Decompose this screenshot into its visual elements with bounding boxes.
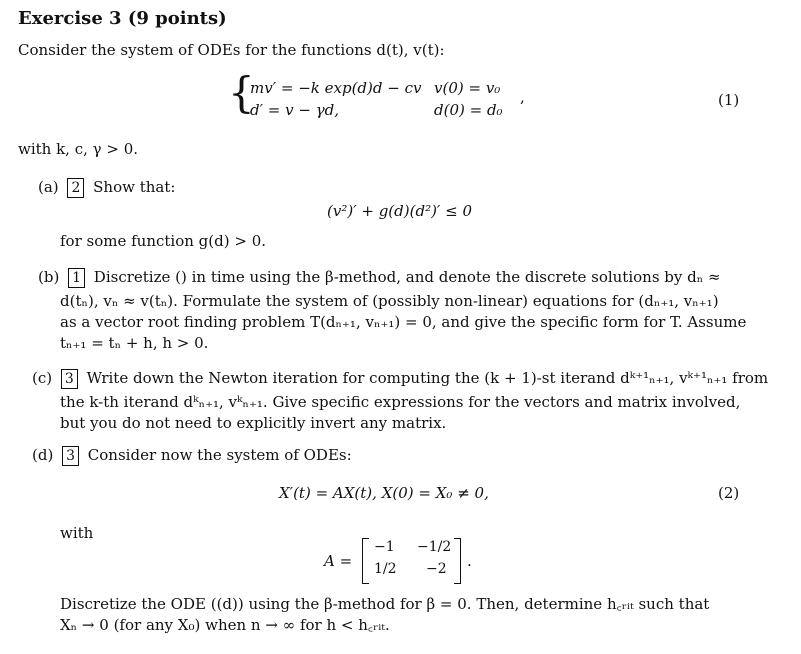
part-a-text: Show that: bbox=[93, 178, 176, 196]
matrix-cell: −1 bbox=[374, 539, 395, 555]
part-c-points-box: 3 bbox=[61, 369, 78, 389]
part-a-row bbox=[38, 178, 175, 198]
part-a-inequality: (v²)′ + g(d)(d²)′ ≤ 0 bbox=[327, 202, 472, 220]
system-line1-right: v(0) = v₀ bbox=[434, 79, 501, 97]
part-d-row bbox=[32, 446, 352, 466]
matrix-left-bracket bbox=[362, 538, 369, 584]
part-b-line1: Discretize () in time using the β-method, and denote the discrete solutions by dₙ ≈ bbox=[93, 268, 721, 286]
system-line2-right: d(0) = d₀ bbox=[434, 101, 503, 119]
part-d-line1: Discretize the ODE ((d)) using the β-method for β = 0. Then, determine h꜀ᵣᵢₜ such that bbox=[60, 595, 710, 613]
system-line1-left: mv′ = −k exp(d)d − cv bbox=[250, 79, 422, 97]
part-c-line3: but you do not need to explicitly invert any matrix. bbox=[60, 414, 447, 432]
matrix-cell: −1/2 bbox=[417, 539, 452, 555]
part-a-label: (a) bbox=[38, 178, 59, 196]
part-d-points-box: 3 bbox=[62, 446, 79, 466]
equation-number-1: (1) bbox=[718, 91, 740, 109]
with-condition: with k, c, γ > 0. bbox=[18, 140, 139, 158]
part-d-equation: X′(t) = AX(t), X(0) = X₀ ≠ 0, bbox=[279, 484, 489, 502]
intro-text: Consider the system of ODEs for the functions d(t), v(t): bbox=[18, 41, 445, 59]
matrix-lhs: A = bbox=[324, 552, 353, 570]
matrix-right-bracket bbox=[454, 538, 461, 584]
part-d-text: Consider now the system of ODEs: bbox=[87, 446, 352, 464]
part-d-line2: Xₙ → 0 (for any X₀) when n → ∞ for h < h꜀ᵣᵢₜ. bbox=[60, 616, 390, 634]
part-c-label: (c) bbox=[32, 369, 53, 387]
part-c-line1: Write down the Newton iteration for computing the (k + 1)-st iterand dᵏ⁺¹ₙ₊₁, vᵏ⁺¹ₙ₊₁ from bbox=[86, 369, 769, 387]
part-a-points-box: 2 bbox=[67, 178, 84, 198]
matrix-period: . bbox=[467, 552, 472, 570]
part-b-label: (b) bbox=[38, 268, 60, 286]
part-b-line3: as a vector root finding problem T(dₙ₊₁, vₙ₊₁) = 0, and give the specific form for T. Assume bbox=[60, 313, 747, 331]
part-c-line2: the k-th iterand dᵏₙ₊₁, vᵏₙ₊₁. Give specific expressions for the vectors and matrix involved, bbox=[60, 393, 741, 411]
part-d-with: with bbox=[60, 524, 94, 542]
exercise-title: Exercise 3 (9 points) bbox=[18, 8, 227, 29]
matrix-cell: 1/2 bbox=[374, 561, 397, 577]
equation-number-2: (2) bbox=[718, 484, 740, 502]
part-a-followup: for some function g(d) > 0. bbox=[60, 232, 267, 250]
system-line2-left: d′ = v − γd, bbox=[250, 101, 340, 119]
part-b-line2: d(tₙ), vₙ ≈ v(tₙ). Formulate the system of (possibly non-linear) equations for (dₙ₊₁, vₙ₊₁) bbox=[60, 292, 719, 310]
part-c-body bbox=[60, 392, 750, 434]
part-c-row bbox=[32, 369, 768, 389]
part-d-body bbox=[60, 594, 750, 636]
part-b-line4: tₙ₊₁ = tₙ + h, h > 0. bbox=[60, 334, 209, 352]
part-d-label: (d) bbox=[32, 446, 54, 464]
part-b-points-box: 1 bbox=[68, 268, 85, 288]
system-comma: , bbox=[520, 88, 525, 106]
part-b-body bbox=[60, 291, 750, 354]
system-brace: { bbox=[228, 68, 255, 117]
matrix-cell: −2 bbox=[426, 561, 447, 577]
part-b-row bbox=[38, 268, 721, 288]
